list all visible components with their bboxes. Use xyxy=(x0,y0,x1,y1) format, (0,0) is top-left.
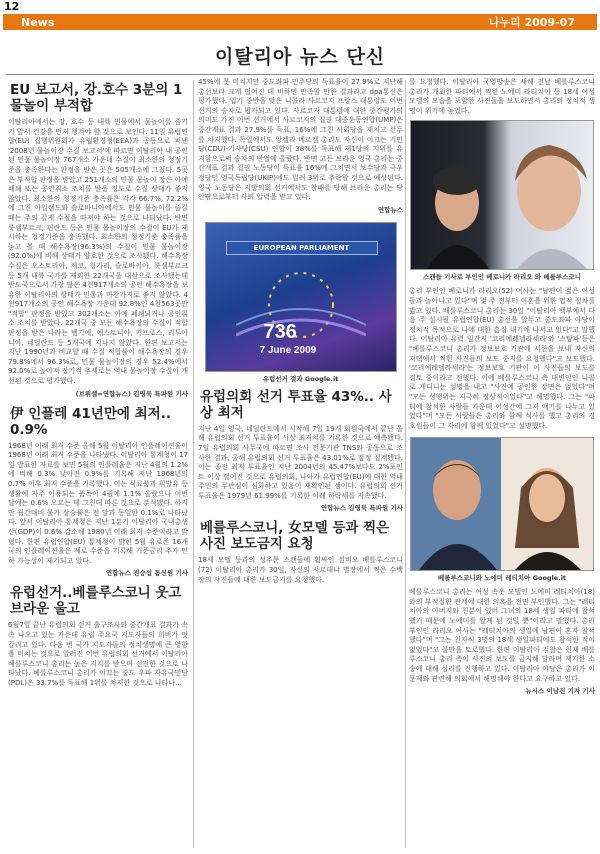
story-credit: 연합뉴스 xyxy=(377,205,403,214)
section-banner xyxy=(3,14,597,30)
photo-number: 736 xyxy=(263,320,297,343)
story-title: EU 보고서, 강.호수 3분의 1 물놀이 부적합 xyxy=(10,82,183,114)
portrait-photo-icon xyxy=(411,121,593,269)
story-credit: 연합뉴스 전승섭 통신원 기사 xyxy=(105,569,188,578)
europarl-photo xyxy=(205,222,397,372)
berlusconi-letizia-photo xyxy=(410,437,594,571)
story-body: 총리 부인인 베로니카 라리오(52) 여사는 "남편이 젊은 여성들과 놀아나고 있다"며 몇 주 전부터 이혼을 위한 법적 절차를 밟고 있다. 베를루스코니 총리는 30일 "이탈리아 백부에서 다음 주 실시될 유럽연합(EU) 총선을 앞두고 중도좌파 야당이 정치적 목적으로 나에 대한 흠집 내기에 나서고 있다"고 말했다. 이탈리아 유력 일간지 '코리에레델라세라'와 '스탐파'등은 "베를루스코니 총리가 정보보호 기관에 서한을 보내 자신의 저택에서 찍힌 사진들의 보도 중지를 요청했다"고 보도했다. '코리에레델라세라'는 정보보호 기관이 이 사진들의 보도를 검토 중이라고 전했다. 이에 베를루스코니 측 대변인인 니콜로 게디니는 성명을 내고 "사진에 공인한 장면은 없었다"며 "모든 성행위는 지극히 정상적이었다"고 해명했다. 그는 "파티에 참석한 사람들 가운데 이성간에 그저 얘기를 나누고 있었다"며 "모든 사람들은 총리와 함께 식사를 했고 총리의 경호원들이 그 자리에 함께 있었다"고 설명했다. xyxy=(409,287,595,430)
story-body: 이탈리아에서는 강, 호수 등 내륙 민물에서 물놀이를 즐기기 앞서 건강을 먼저 챙겨야 할 것으로 보인다. 11일 유럽연합(EU) 집행위원회가 유럽환경청(EEA)과 공동으로 펴낸 '2008년 물놀이장 수질 보고서'에 따르면 이탈리아 내 공인된 민물 물놀이장 767개소 가운데 수질이 최소한의 청정기준을 충족한다는 판정을 받은 곳은 505개소에 그쳤다. 5곳은 부적합 판정을 받았고 251개소의 민물 물놀이 장은 아예 폐쇄 또는 공인취소 조치를 받을 정도로 수질 상태가 좋지 않았다. 최소한의 청정기준 충족률은 각각 66.7%, 72.2%에 그친 아일랜드와 슬로바니아에서도 민물 물놀이를 즐길 때는 주의 깊게 수질을 따져야 하는 것으로 나타났다. 반면 룩셈부르크, 핀란드 등은 민물 물놀이장의 수질이 EU가 제시하는 청정기준을 충족했다. 최소한의 청정기준 충족률을 놓고 볼 때 해수욕장(96.3%)의 수질이 민물 물놀이장(92.0%)에 비해 상태가 양호한 것으로 조사됐다. 해수욕장 수질은 오스트리아, 체코, 헝가리, 슬로바키아, 룩셈부르크 등 5개 내륙 국가를 제외한 22개국을 대상으로 조사됐는데 반도국으로서 가장 많은 4천917개소의 공인 해수욕장을 보유한 이탈리아의 상태가 민물과 마찬가지로 좋지 않았다. 4천917개소의 공인 해수욕장 가운데 92.8%인 4천563곳만 "적합" 판정을 받았고 302개소는 아예 폐쇄되거나 공인취소 조치를 받았다. 22개국 중 모든 해수욕장의 수질이 적합 판정을 받은 나라는 벨기에, 에스토니아, 키프로스, 리투아니아, 네덜란드 등 5개국에 지나지 않았다. 한편 보고서는 지난 1990년과 비교할 때 수질 적합률이 해수욕장의 경우 79.8%에서 96.3%로, 민물 물놀이장의 경우 52.4%에서 92.0%로 높아져 장기적 추세로는 역내 물놀이장 수질이 개선된 것으로 평가했다. xyxy=(8,118,188,386)
column-middle xyxy=(198,78,403,850)
photo-caption: 베를루스코니와 노에미 레티치아 Google.it xyxy=(437,574,567,583)
issue-date: 나누리 2009-07 xyxy=(488,16,575,29)
photo-date: 7 June 2009 xyxy=(259,344,317,356)
story-title: 유럽선거..베를루스코니 웃고 브라운 울고 xyxy=(10,585,182,618)
headline-rule xyxy=(6,74,594,75)
story-credit: 뉴시스 이남진 기자 기사 xyxy=(525,687,595,696)
story-title: 베를루스코니, 女모델 등과 찍은 사진 보도금지 요청 xyxy=(200,520,390,553)
column-divider xyxy=(405,80,406,848)
story-title: 伊 인플레 41년만에 최저.. 0.9% xyxy=(10,405,171,438)
story-body: 18세 모델 등과의 성추문 스캔들에 휩싸인 실비오 베를루스코니(72) 이탈리아 총리가 30일, 자신의 사르데냐 별장에서 찍은 수백 장의 사진들에 대한 보도금지를 요청했다. xyxy=(198,556,403,584)
story-body: 6월7일 끝난 유럽의회 선거 출구조사와 중간개표 결과가 속속 나오고 있는 가운데 유럽 주요국 지도자들의 희비가 엇갈리고 있다. 다음 번 국가 지도자들의 정치생명에 큰 영향을 미치는 것으로 알려진 이번 유럽의회 선거에서 이탈리아 베를루스코니 총리는 높은 지지를 받으며 선전한 것으로 나타났다. 베를루스코니 총리가 이끄는 중도 우파 자유국민당(PDL)은 33.7%를 득표해 1위를 차지한 것으로 나타나... xyxy=(8,621,188,687)
photo-caption: 유럽선거 결과 Google.it xyxy=(262,374,339,383)
photo-banner: EUROPEAN PARLIAMENT xyxy=(226,241,378,255)
stars-decor-icon xyxy=(236,265,366,345)
column-right xyxy=(409,78,595,850)
story-body: 베를루스코니 총리는 여성 속옷 모델인 노에미 레티치아(18)와의 부적절한 관계에 대한 의혹을 전면 부인했다. 그는 "레티치아의 아버지와 친분이 있어 그녀의 18세 생일 파티에 참석했기 때문에 노에미를 알게 된 것일 뿐"이라고 말했다. 총리 부인인 라리오 여사는 "레티치아의 생일에 남편이 혼자 참석했다"며 "그는 친자식 3명의 18세 생일파티에도 참석한 적이 없었다"고 불만을 토로했다. 한편 이탈리아 검찰은 현재 베를루스코니 총리 측이 사진의 보도를 금지해 달라며 제기한 소송에 대해 심리를 진행하고 있다. 이탈리아 야당은 총리가 이 문제와 관련해 의회에서 해명해야 한다고 요구하고 있다. xyxy=(409,588,595,683)
story-body: 1968년 이래 최저 수준 올해 5월 이탈리아 인플레이션율이 1968년 이래 최저 수준을 나타냈다. 이탈리아 통계청이 17일 발표한 자료를 보면 5월의 인플레율은 지난 4월의 1.2%에 비해 0.3% 낮아진 0.9%를 기록해 지난 1968년의 0.7% 이후 최저 수준을 기록했다. 이는 식료품과 휘발유 등 생활에 자주 이용되는 품목이 4월에 1.1% 올랐으나 이번 달에는 0.6% 오르는 데 그친데 따른 것으로 분석됐다. 하지만 월간대비 물가 상승률은 전 달과 동일한 0.1%로 나타났다. 앞서 이탈리아 통계청은 지난 1분기 이탈리아 국내총생산(GDP)이 0.6% 감소해 1980년 이래 최저 수준이라고 밝혔다. 한편 유럽연합(EU) 통계청이 밝힌 5월 유로존 16개국의 인플레이션율은 제로 수준을 기록해 기준금리 추가 인하 가능성이 제기되고 있다. xyxy=(8,441,188,565)
page-number: 12 xyxy=(4,0,20,13)
column-left xyxy=(8,78,188,850)
story-body: 45%에 못 미치지만 중도좌파 민주당의 득표율이 27.9%로 지난해 총선보다 크게 떨어진 데 비하면 만족할 만한 결과라고 dpa통신은 평가했다. 입기 중반을 맞은 니콜라 사르코지 프랑스 대통령도 이번 선거의 승자로 평가되고 있다. 사르코지 대통령에 대한 중간평가의 의미도 가진 이번 선거에서 사르코지의 집권 대중운동연합(UMP)은 중간개표 결과 27.9%를 득표, 16%에 그친 사회당을 제치고 선두를 차지했다. 독일에서도 앙겔라 메르켈 총리도 자신이 이끄는 기민당(CDU)-기사당(CSU) 연합이 38%를 득표해 제1당의 지위를 유지함으로써 승자의 반열에 올랐다. 반면 고든 브라운 영국 총리는 중간개표 결과 집권 노동당이 득표율 16%에 그치면서 보수당과 극우정당인 영국독립당(UKIP)에도 밀려 3위로 추락할 것으로 예상된다. 영국 노동당은 지방의회 선거에서도 참패를 당해 브라운 총리는 당 안팎으로부터 사퇴 압력을 받고 있다. xyxy=(198,78,403,202)
story-title: 유럽의회 선거 투표율 43%.. 사상 최저 xyxy=(200,388,392,421)
story-body: 지난 4일 영국, 네덜란드에서 시작해 7일 19개 회원국에서 끝난 올해 유럽의회 선거 투표율이 사상 최저치를 기록한 것으로 예측됐다. 7일 유럽의회 사무국에 따르면 조사 전문기관 TNS와 공동으로 조사한 결과, 올해 유럽의회 선거 투표율은 43.01%로 잠정 집계됐다. 이는 종전 최저 투표율인 지난 2004년의 45.47%보다도 2%포인트 이상 떨어진 것으로 유럽의회, 나아가 유럽연합(EU)에 대한 역내 주민의 무관심이 심화하고 있음이 재확인된 셈이다. 유럽의회 선거 투표율은 1979년 61.99%를 기록한 이래 하락세를 지속했다. xyxy=(198,424,403,500)
portrait-photo-icon xyxy=(411,438,593,570)
lario-berlusconi-photo xyxy=(410,120,594,270)
story-credit: 연합뉴스 김영묵 특파원 기사 xyxy=(320,504,403,513)
story-credit: (브뤼셀=연합뉴스) 김영묵 특파원 기사 xyxy=(75,389,188,398)
column-divider xyxy=(193,80,194,848)
story-body: 를 요청했다. 이탈리아 국영방송은 새해 전날 베를루스코니 총리가 개최한 파티에서 찍힌 노에미 라티치아 등 18세 여성 모델의 모습을 포함한 사진들을 보도하면서 총리의 정치적 생명이 위기에 놓였다. xyxy=(409,78,595,115)
photo-caption: 스캔들 기사로 부인인 베로니카 라리오 와 베를루스코니 xyxy=(423,273,581,282)
section-label: News xyxy=(21,15,55,29)
page-headline: 이탈리아 뉴스 단신 xyxy=(214,46,386,68)
